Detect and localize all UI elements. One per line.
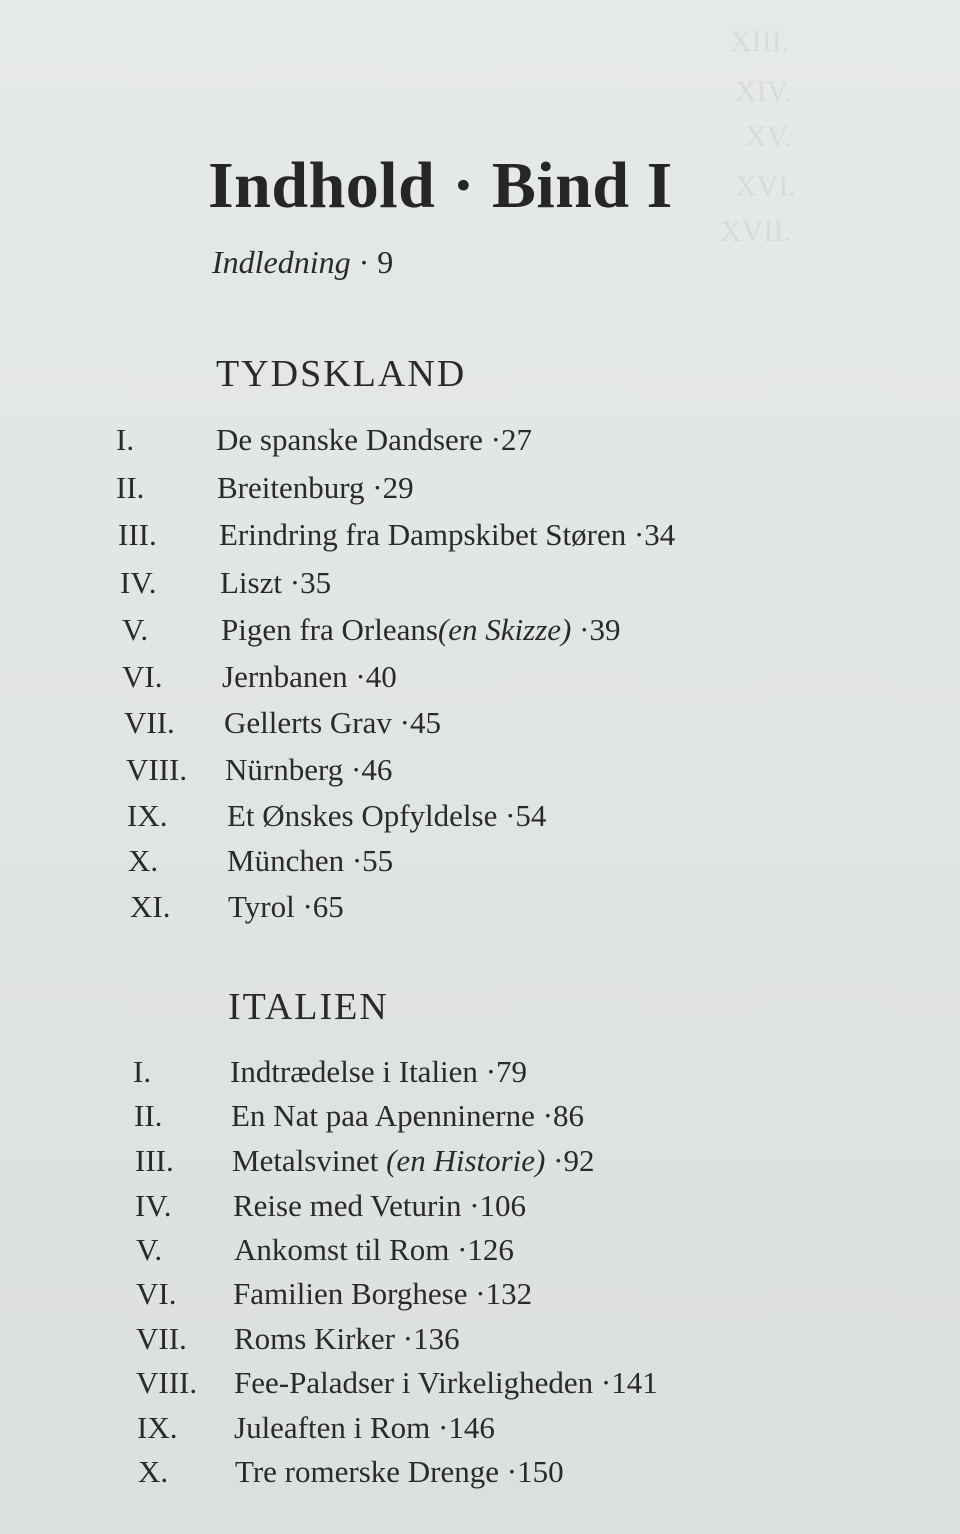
- entry-page: · 106: [461, 1188, 526, 1223]
- entry-title: Reise med Veturin: [233, 1188, 462, 1223]
- entry-page: · 141: [593, 1365, 658, 1400]
- intro-entry: [212, 244, 393, 281]
- section-heading-italien: ITALIEN: [228, 986, 389, 1028]
- entry-subtitle: (en Historie): [386, 1143, 546, 1178]
- entry-page: · 27: [483, 422, 532, 457]
- page-title: Indhold · Bind I: [208, 149, 673, 223]
- entry-title: En Nat paa Apenninerne: [231, 1098, 535, 1133]
- show-through-text: XIV.: [735, 75, 792, 108]
- entry-page: · 34: [626, 517, 675, 552]
- entry-title: Gellerts Grav: [224, 705, 392, 740]
- entry-title: De spanske Dandsere: [216, 422, 483, 457]
- intro-label: Indledning: [212, 244, 351, 280]
- entry-page: · 35: [282, 565, 331, 600]
- entry-number: X.: [128, 843, 159, 878]
- entry-title: Juleaften i Rom: [234, 1410, 431, 1445]
- entry-title: Metalsvinet: [232, 1143, 379, 1178]
- show-through-text: XV.: [745, 120, 792, 153]
- entry-page: · 79: [478, 1054, 527, 1089]
- entry-number: IX.: [137, 1410, 178, 1445]
- entry-title: Erindring fra Dampskibet Støren: [219, 517, 627, 552]
- entry-number: VII.: [124, 705, 175, 740]
- entry-title: Et Ønskes Opfyldelse: [227, 798, 498, 833]
- entry-number: XI.: [130, 889, 171, 924]
- entry-number: VI.: [122, 659, 163, 694]
- entry-number: VIII.: [136, 1365, 198, 1400]
- entry-title: Nürnberg: [225, 752, 344, 787]
- show-through-text: XVI.: [735, 170, 796, 203]
- entry-title: Breitenburg: [217, 470, 365, 505]
- section-heading-tydskland: TYDSKLAND: [216, 353, 467, 395]
- entry-page: · 132: [467, 1276, 532, 1311]
- entry-number: I.: [116, 422, 135, 457]
- entry-page: · 55: [344, 843, 393, 878]
- entry-number: IV.: [120, 565, 157, 600]
- entry-number: IV.: [135, 1188, 172, 1223]
- entry-title: Jernbanen: [222, 659, 348, 694]
- separator-dot: ·: [350, 244, 378, 280]
- entry-number: VI.: [136, 1276, 177, 1311]
- entry-subtitle: (en Skizze): [437, 612, 572, 647]
- entry-page: · 29: [365, 470, 414, 505]
- entry-title: Tre romerske Drenge: [235, 1454, 499, 1489]
- entry-number: IX.: [127, 798, 168, 833]
- entry-page: · 136: [395, 1321, 460, 1356]
- entry-title: Fee-Paladser i Virkeligheden: [234, 1365, 594, 1400]
- entry-number: VIII.: [126, 752, 188, 787]
- entry-number: III.: [135, 1143, 174, 1178]
- entry-number: VII.: [136, 1321, 187, 1356]
- entry-page: · 92: [545, 1143, 594, 1178]
- entry-title: Ankomst til Rom: [234, 1232, 450, 1267]
- entry-page: · 65: [295, 889, 344, 924]
- entry-title: Indtrædelse i Italien: [230, 1054, 478, 1089]
- entry-number: V.: [136, 1232, 163, 1267]
- entry-number: II.: [134, 1098, 163, 1133]
- entry-number: X.: [138, 1454, 169, 1489]
- entry-page: · 146: [430, 1410, 495, 1445]
- show-through-text: XVII.: [720, 215, 791, 248]
- entry-page: · 86: [535, 1098, 584, 1133]
- entry-title: Liszt: [220, 565, 282, 600]
- entry-page: · 45: [392, 705, 441, 740]
- entry-number: III.: [118, 517, 157, 552]
- intro-page: 9: [377, 244, 394, 280]
- entry-page: · 40: [348, 659, 397, 694]
- entry-title: Pigen fra Orleans: [221, 612, 438, 647]
- entry-page: · 39: [571, 612, 620, 647]
- entry-page: · 54: [497, 798, 546, 833]
- entry-number: I.: [133, 1054, 152, 1089]
- entry-page: · 46: [343, 752, 392, 787]
- entry-title: Roms Kirker: [234, 1321, 396, 1356]
- entry-title: Tyrol: [228, 889, 295, 924]
- entry-number: II.: [116, 470, 145, 505]
- entry-page: · 126: [449, 1232, 514, 1267]
- entry-title: München: [227, 843, 345, 878]
- entry-number: V.: [122, 612, 149, 647]
- entry-page: · 150: [499, 1454, 564, 1489]
- entry-title: Familien Borghese: [233, 1276, 468, 1311]
- show-through-text: XIII.: [730, 25, 790, 58]
